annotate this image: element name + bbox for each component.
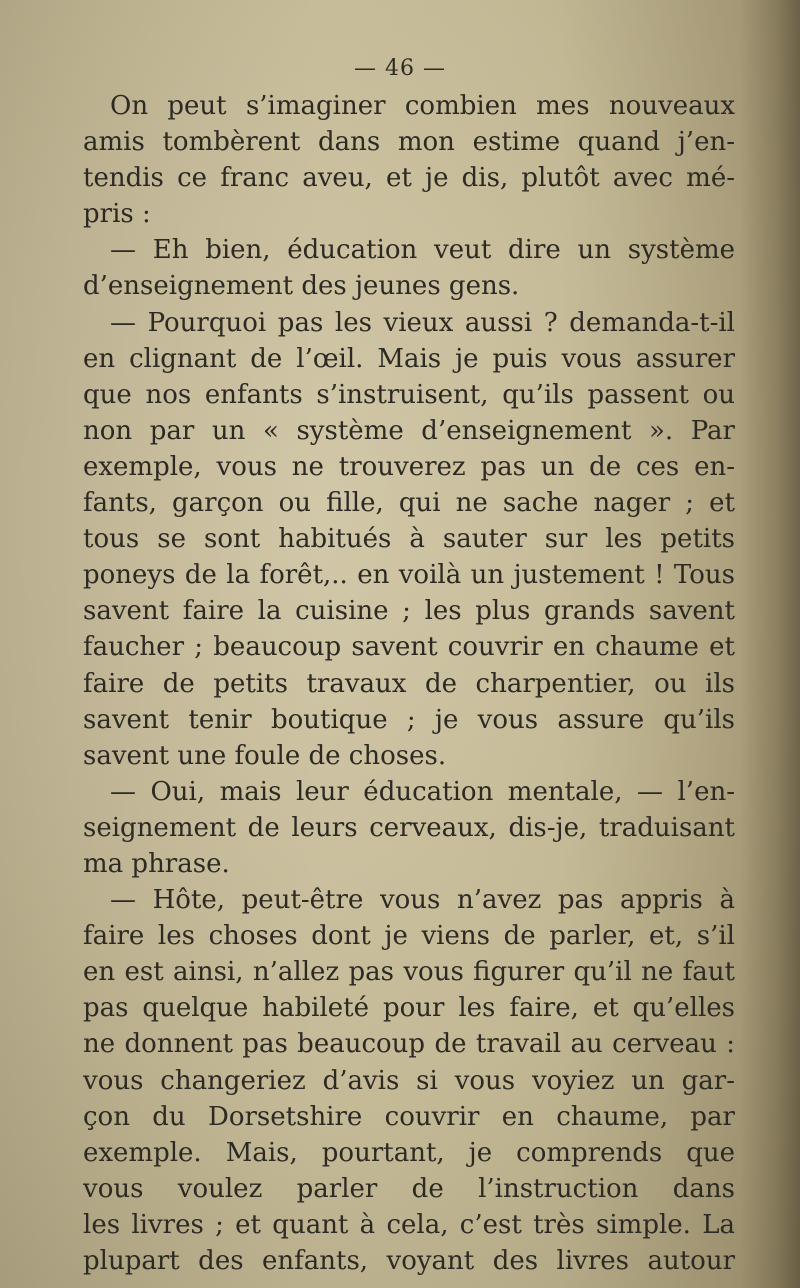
text-line: que nos enfants s’instruisent, qu’ils passent ou [83,379,735,410]
text-line: savent tenir boutique ; je vous assure qu’ils [83,704,735,735]
text-line: tendis ce franc aveu, et je dis, plutôt avec mé- [83,163,735,194]
text-line: d’enseignement des jeunes gens. [83,271,520,302]
text-line: exemple. Mais, pourtant, je comprends que [83,1137,735,1168]
text-line: — Oui, mais leur éducation mentale, — l’en- [110,776,735,807]
text-line: non par un « système d’enseignement ». Par [83,415,735,446]
text-line: — Hôte, peut-être vous n’avez pas appris à [110,885,735,916]
text-line: poneys de la forêt,.. en voilà un justement ! Tous [83,560,735,591]
text-line: faucher ; beaucoup savent couvrir en chaume et [83,632,735,663]
text-line: amis tombèrent dans mon estime quand j’en- [83,127,735,158]
text-line: plupart des enfants, voyant des livres autour [83,1246,735,1276]
text-line: exemple, vous ne trouverez pas un de ces en- [83,451,735,482]
text-line: — Pourquoi pas les vieux aussi ? demanda-t-il [110,307,735,338]
text-line: pris : [83,199,151,230]
text-line: fants, garçon ou fille, qui ne sache nager ; et [83,488,735,519]
page-number: — 46 — [354,56,446,81]
text-line: tous se sont habitués à sauter sur les petits [83,524,735,555]
text-line: seignement de leurs cerveaux, dis-je, traduisant [83,812,735,843]
text-line: savent faire la cuisine ; les plus grands savent [83,596,735,627]
text-line: vous voulez parler de l’instruction dans [83,1173,735,1204]
text-line: savent une foule de choses. [83,740,447,771]
text-line: — Eh bien, éducation veut dire un système [110,235,735,266]
body-text [83,88,735,1279]
text-line: les livres ; et quant à cela, c’est très simple. La [83,1209,735,1240]
text-line: On peut s’imaginer combien mes nouveaux [110,91,735,121]
text-line: vous changeriez d’avis si vous voyiez un gar- [83,1065,735,1096]
text-line: pas quelque habileté pour les faire, et qu’elles [83,993,735,1024]
text-line: ne donnent pas beaucoup de travail au cerveau : [83,1029,735,1060]
text-line: faire les choses dont je viens de parler, et, s’il [83,921,735,952]
text-line: ma phrase. [83,848,230,879]
text-line: çon du Dorsetshire couvrir en chaume, par [83,1101,735,1132]
page-edge-shadow [740,0,800,1288]
text-line: en clignant de l’œil. Mais je puis vous assurer [83,343,735,374]
text-line: en est ainsi, n’allez pas vous figurer qu’il ne faut [83,957,735,988]
text-line: faire de petits travaux de charpentier, ou ils [83,668,735,699]
